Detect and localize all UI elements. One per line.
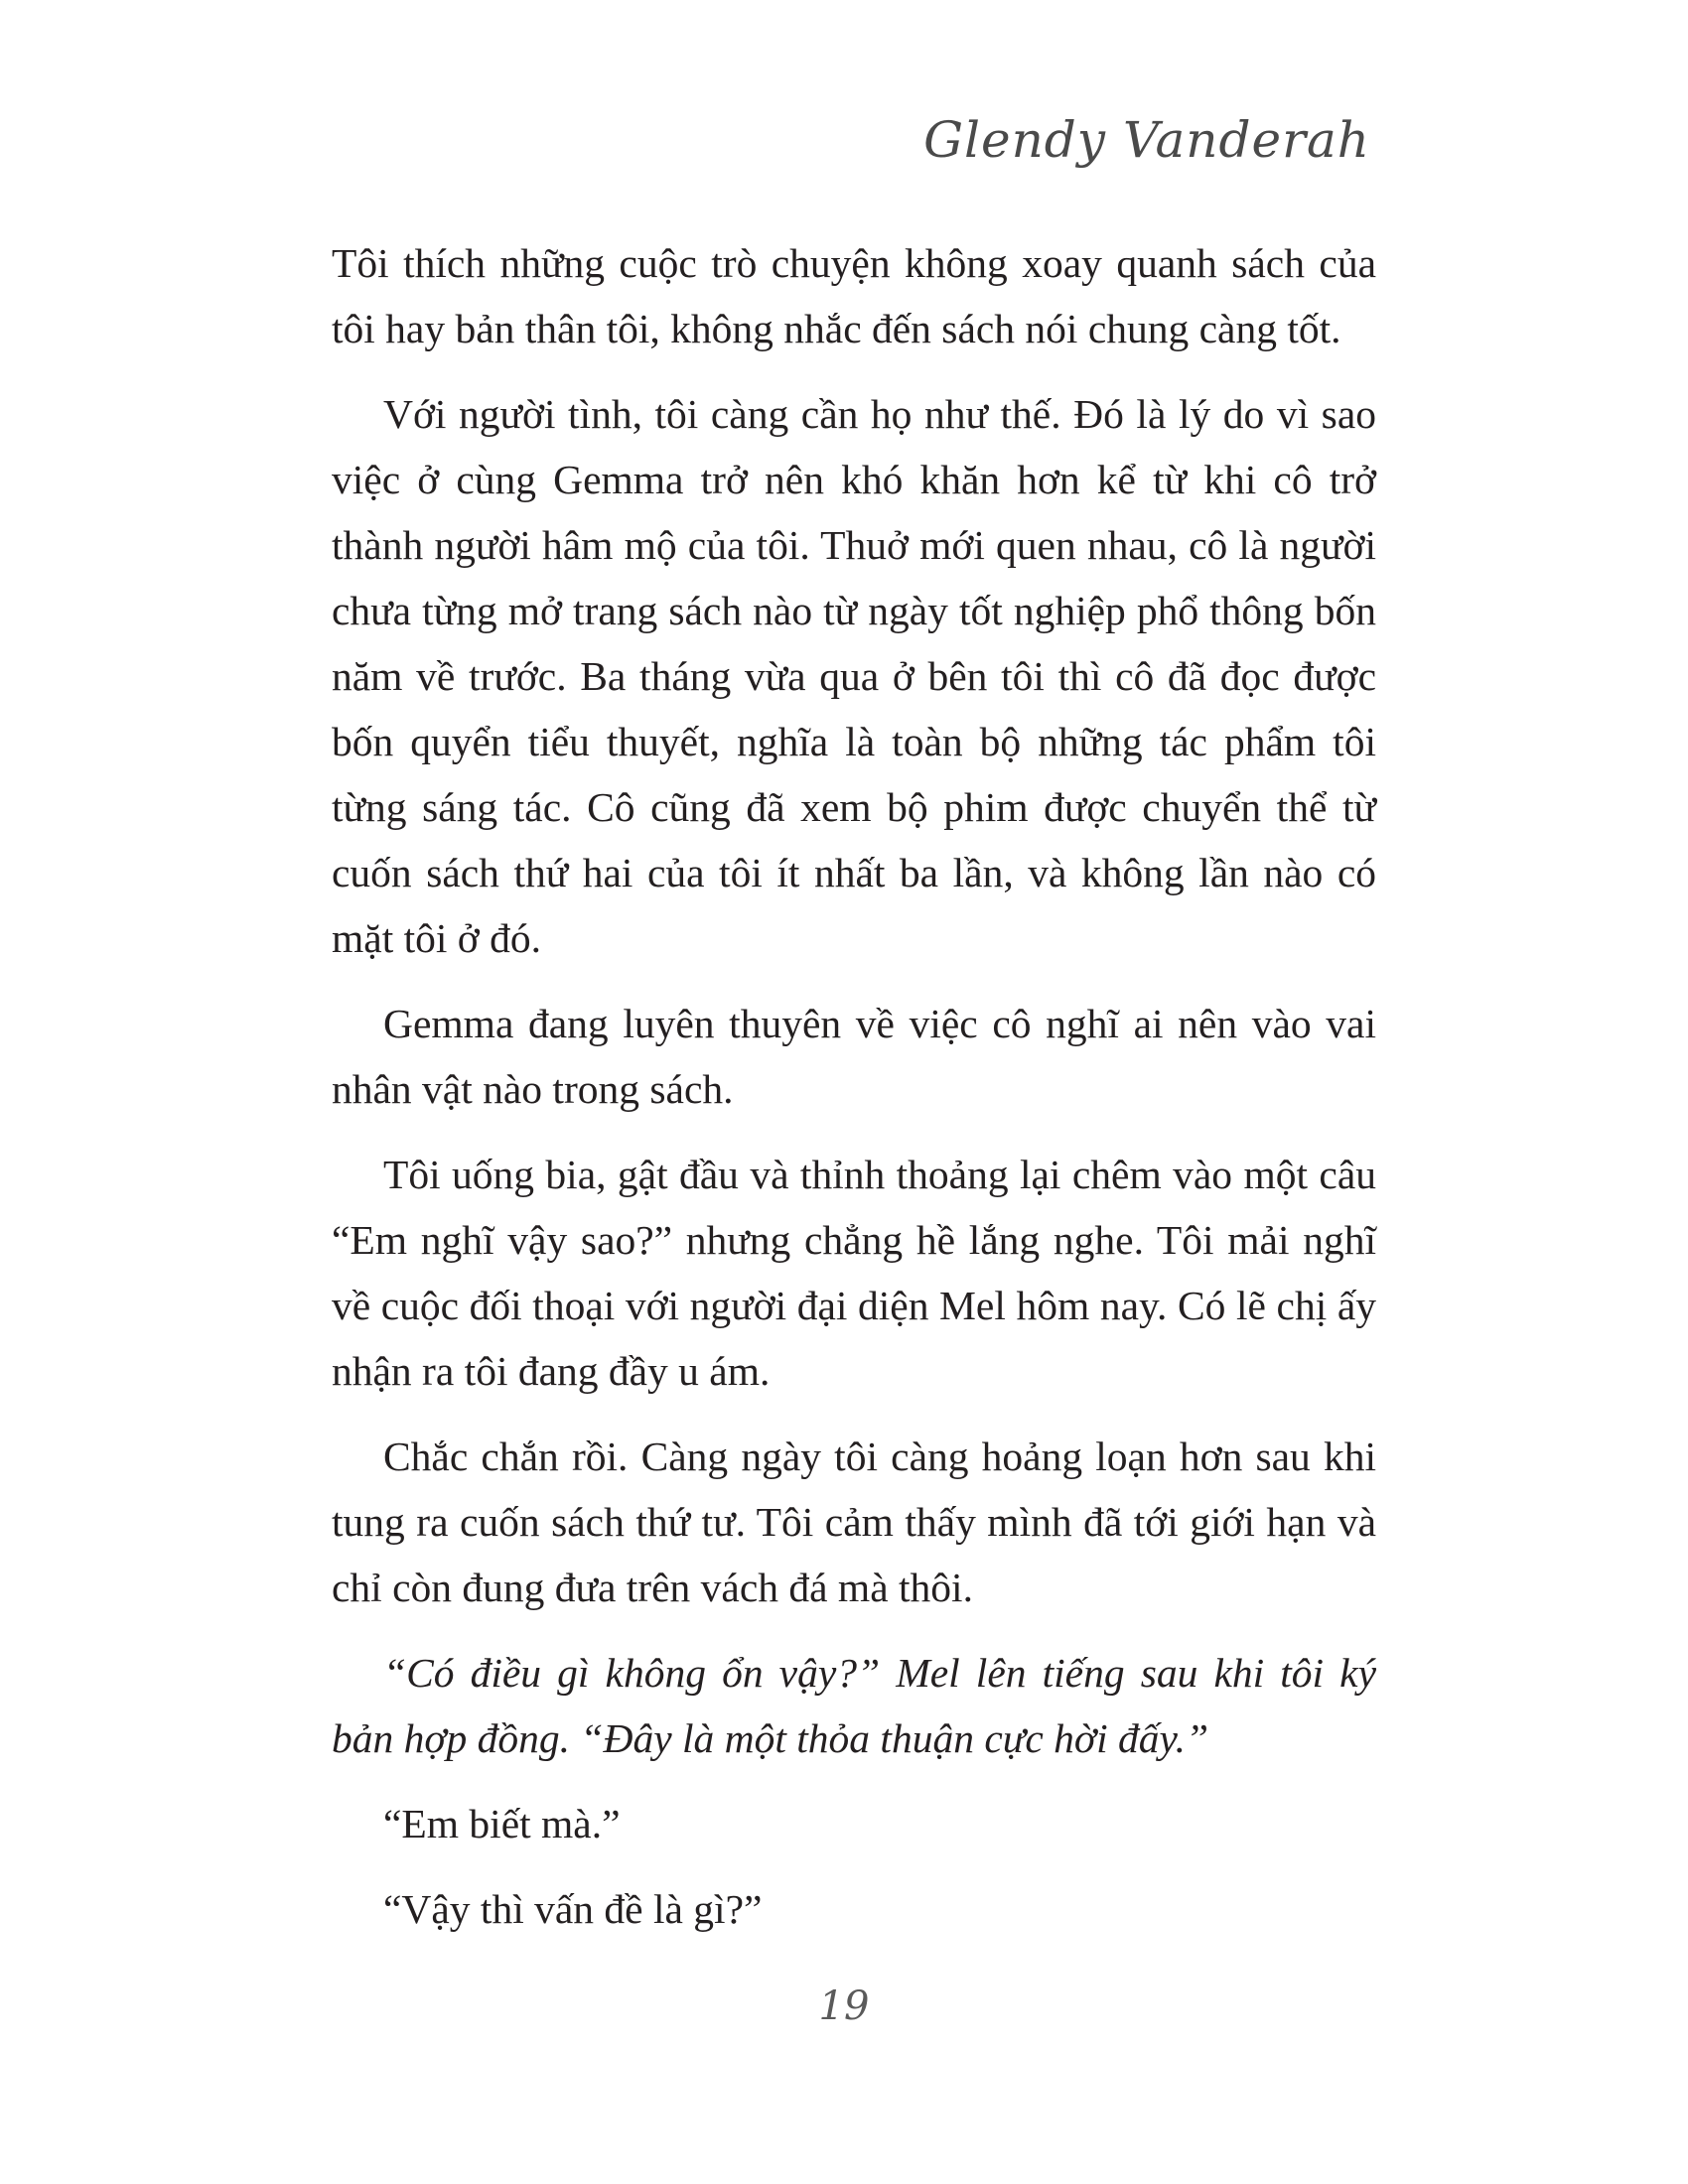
paragraph-5: Chắc chắn rồi. Càng ngày tôi càng hoảng loạn hơn sau khi tung ra cuốn sách thứ tư. Tôi cảm thấy mình đã tới giới hạn và chỉ còn đung đưa trên vách đá mà thôi.: [332, 1433, 1376, 1610]
page-number: 19: [818, 1983, 870, 2029]
paragraph-1: Tôi thích những cuộc trò chuyện không xoay quanh sách của tôi hay bản thân tôi, không nhắc đến sách nói chung càng tốt.: [332, 240, 1376, 351]
paragraph-2: Với người tình, tôi càng cần họ như thế. Đó là lý do vì sao việc ở cùng Gemma trở nên khó khăn hơn kể từ khi cô trở thành người hâm mộ của tôi. Thuở mới quen nhau, cô là người chưa từng mở trang sách nào từ ngày tốt nghiệp phổ thông bốn năm về trước. Ba tháng vừa qua ở bên tôi thì cô đã đọc được bốn quyển tiểu thuyết, nghĩa là toàn bộ những tác phẩm tôi từng sáng tác. Cô cũng đã xem bộ phim được chuyển thể từ cuốn sách thứ hai của tôi ít nhất ba lần, và không lần nào có mặt tôi ở đó.: [332, 391, 1376, 961]
paragraph-4: Tôi uống bia, gật đầu và thỉnh thoảng lại chêm vào một câu “Em nghĩ vậy sao?” nhưng chẳng hề lắng nghe. Tôi mải nghĩ về cuộc đối thoại với người đại diện Mel hôm nay. Có lẽ chị ấy nhận ra tôi đang đầy u ám.: [332, 1152, 1376, 1394]
paragraph-7-dialogue: “Em biết mà.”: [383, 1801, 621, 1846]
paragraph-3: Gemma đang luyên thuyên về việc cô nghĩ ai nên vào vai nhân vật nào trong sách.: [332, 1001, 1376, 1112]
paragraph-6-italic-flashback: “Có điều gì không ổn vậy?” Mel lên tiếng sau khi tôi ký bản hợp đồng. “Đây là một thỏa thuận cực hời đấy.”: [332, 1650, 1376, 1761]
paragraph-8-dialogue: “Vậy thì vấn đề là gì?”: [383, 1886, 763, 1932]
running-header-author: Glendy Vanderah: [923, 111, 1370, 169]
body-text: [332, 230, 1376, 1962]
